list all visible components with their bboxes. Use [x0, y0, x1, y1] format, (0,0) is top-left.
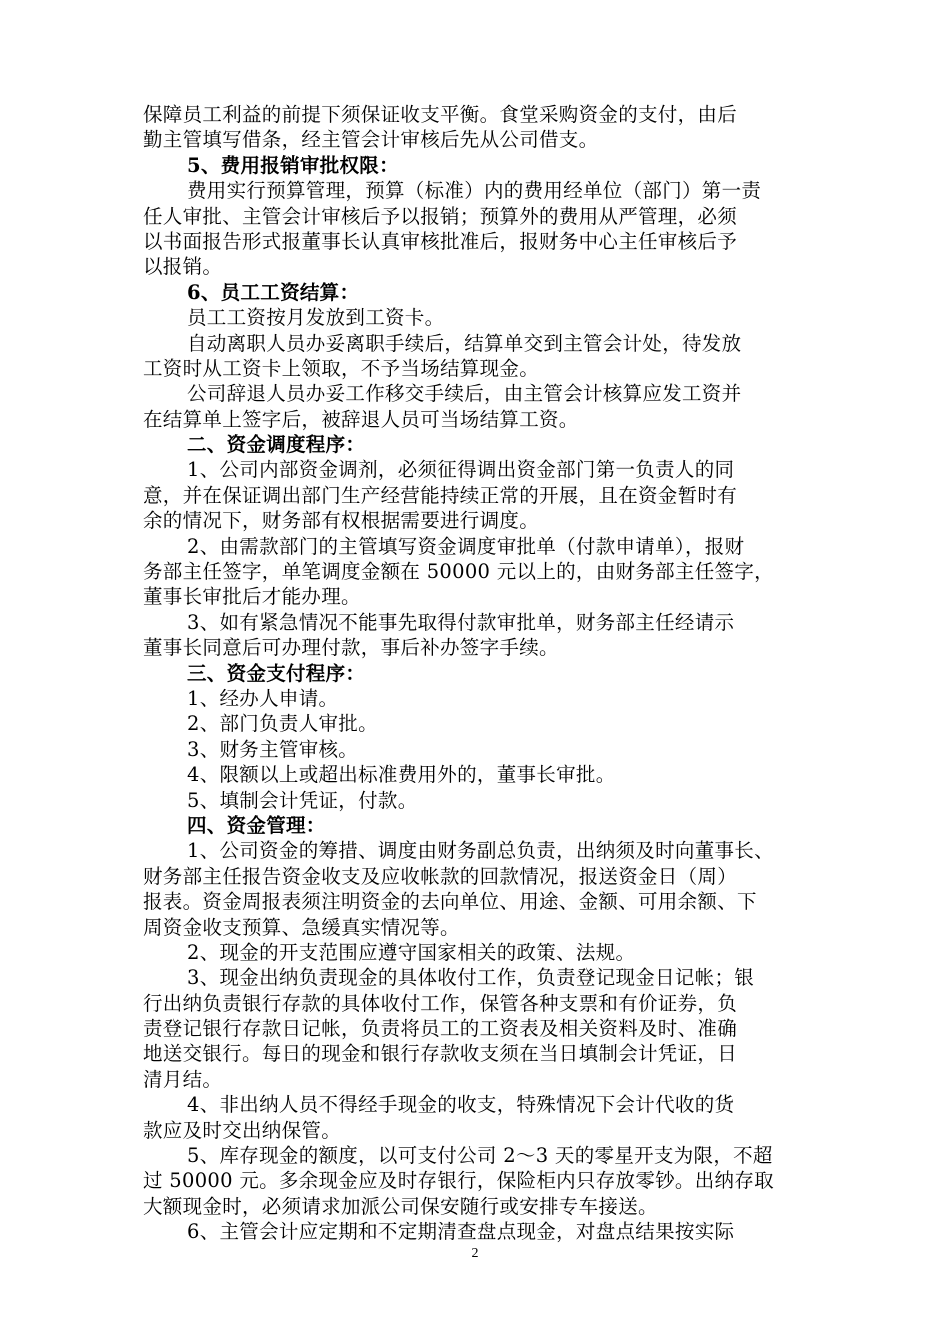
text-line: 2、现金的开支范围应遵守国家相关的政策、法规。 — [187, 940, 636, 964]
text-line: 3、现金出纳负责现金的具体收付工作，负责登记现金日记帐；银 — [187, 966, 755, 990]
section-heading: 5、费用报销审批权限： — [187, 153, 399, 177]
text-line: 行出纳负责银行存款的具体收付工作，保管各种支票和有价证券，负 — [143, 991, 738, 1015]
document-body — [143, 102, 811, 1245]
section-heading: 二、资金调度程序： — [187, 433, 366, 457]
text-line: 意，并在保证调出部门生产经营能持续正常的开展，且在资金暂时有 — [143, 483, 738, 507]
text-line: 务部主任签字，单笔调度金额在 50000 元以上的，由财务部主任签字， — [143, 560, 774, 584]
text-line: 董事长同意后可办理付款，事后补办签字手续。 — [143, 636, 559, 660]
text-line: 费用实行预算管理，预算（标准）内的费用经单位（部门）第一责 — [187, 179, 762, 203]
text-line: 董事长审批后才能办理。 — [143, 585, 361, 609]
text-line: 5、库存现金的额度，以可支付公司 2～3 天的零星开支为限，不超 — [187, 1144, 773, 1168]
list-item: 3、财务主管审核。 — [187, 737, 359, 761]
list-item: 2、部门负责人审批。 — [187, 712, 378, 736]
section-heading: 四、资金管理： — [187, 813, 326, 837]
text-line: 1、公司内部资金调剂，必须征得调出资金部门第一负责人的同 — [187, 458, 735, 482]
page-number: 2 — [471, 1246, 479, 1261]
text-line: 财务部主任报告资金收支及应收帐款的回款情况，报送资金日（周） — [143, 864, 738, 888]
text-line: 地送交银行。每日的现金和银行存款收支须在当日填制会计凭证，日 — [143, 1042, 738, 1066]
text-line: 责登记银行存款日记帐，负责将员工的工资表及相关资料及时、准确 — [143, 1017, 738, 1041]
text-line: 报表。资金周报表须注明资金的去向单位、用途、金额、可用余额、下 — [143, 890, 757, 914]
text-line: 工资时从工资卡上领取，不予当场结算现金。 — [143, 356, 540, 380]
text-line: 4、非出纳人员不得经手现金的收支，特殊情况下会计代收的货 — [187, 1093, 735, 1117]
text-line: 过 50000 元。多余现金应及时存银行，保险柜内只存放零钞。出纳存取 — [143, 1169, 774, 1193]
text-line: 余的情况下，财务部有权根据需要进行调度。 — [143, 509, 540, 533]
text-line: 员工工资按月发放到工资卡。 — [187, 306, 445, 330]
text-line: 任人审批、主管会计审核后予以报销；预算外的费用从严管理，必须 — [143, 204, 738, 228]
text-line: 6、主管会计应定期和不定期清查盘点现金，对盘点结果按实际 — [187, 1220, 735, 1244]
list-item: 5、填制会计凭证，付款。 — [187, 788, 418, 812]
text-line: 以书面报告形式报董事长认真审核批准后，报财务中心主任审核后予 — [143, 229, 738, 253]
text-line: 3、如有紧急情况不能事先取得付款审批单，财务部主任经请示 — [187, 610, 735, 634]
text-line: 大额现金时，必须请求加派公司保安随行或安排专车接送。 — [143, 1194, 658, 1218]
text-line: 勤主管填写借条，经主管会计审核后先从公司借支。 — [143, 128, 599, 152]
text-line: 清月结。 — [143, 1067, 223, 1091]
text-line: 公司辞退人员办妥工作移交手续后，由主管会计核算应发工资并 — [187, 382, 742, 406]
text-line: 周资金收支预算、急缓真实情况等。 — [143, 915, 460, 939]
text-line: 2、由需款部门的主管填写资金调度审批单（付款申请单），报财 — [187, 534, 745, 558]
text-line: 款应及时交出纳保管。 — [143, 1118, 342, 1142]
text-line: 1、公司资金的筹措、调度由财务副总负责，出纳须及时向董事长、 — [187, 839, 774, 863]
section-heading: 三、资金支付程序： — [187, 661, 366, 685]
list-item: 1、经办人申请。 — [187, 686, 339, 710]
text-line: 自动离职人员办妥离职手续后，结算单交到主管会计处，待发放 — [187, 331, 742, 355]
section-heading: 6、员工工资结算： — [187, 280, 360, 304]
text-line: 在结算单上签字后，被辞退人员可当场结算工资。 — [143, 407, 579, 431]
text-line: 以报销。 — [143, 255, 223, 279]
text-line: 保障员工利益的前提下须保证收支平衡。食堂采购资金的支付，由后 — [143, 103, 738, 126]
list-item: 4、限额以上或超出标准费用外的，董事长审批。 — [187, 763, 616, 787]
